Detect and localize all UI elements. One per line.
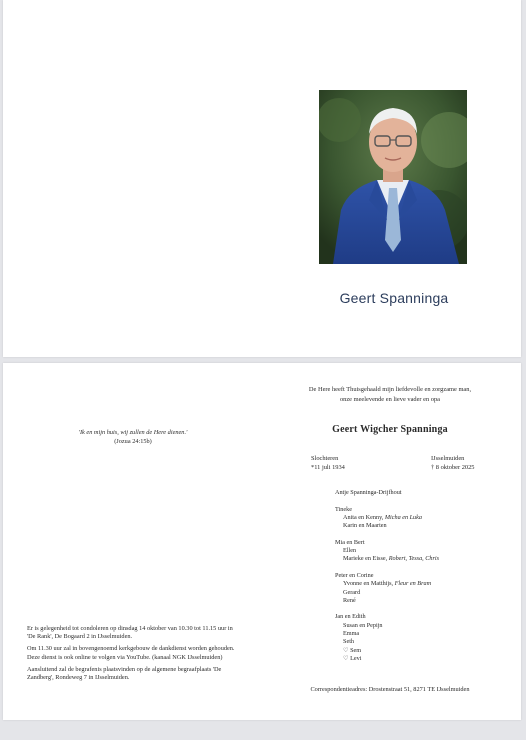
- family-member: Yvonne en Matthijs, Fleur en Bram: [343, 580, 432, 588]
- family-head: Jan en Edith: [335, 613, 366, 621]
- condolence-paragraph: Er is gelegenheid tot condoleren op dinsdag 14 oktober van 10.30 tot 11.15 uur in 'De Rank', De Bogaard 2 in IJsselmuiden.: [27, 625, 233, 641]
- card-front: [3, 0, 521, 357]
- verse-quote: 'Ik en mijn huis, wij zullen de Here dienen.': [78, 429, 188, 436]
- birth-info: [311, 454, 345, 472]
- intro-line-2: onze meelevende en lieve vader en opa: [339, 395, 441, 403]
- family-list: [335, 489, 515, 672]
- card-inside: [3, 363, 521, 720]
- family-member: Karin en Maarten: [343, 522, 387, 530]
- family-member: ♡ Sem: [343, 646, 362, 654]
- deceased-full-name: Geert Wigcher Spanninga: [332, 424, 448, 435]
- correspondence-address: Correspondentieadres: Drostenstraat 51, 8271 TE IJsselmuiden: [310, 686, 470, 693]
- family-member: Emma: [343, 630, 360, 638]
- family-member: Ellen: [343, 547, 357, 555]
- birth-place: Slochteren: [311, 455, 339, 462]
- family-group: [335, 613, 515, 663]
- death-place: IJsselmuiden: [431, 455, 465, 462]
- family-member: Seth: [343, 638, 355, 646]
- intro-line-1: De Here heeft Thuisgehaald mijn liefdevolle en zorgzame man,: [308, 386, 472, 393]
- death-date: † 8 oktober 2025: [431, 464, 475, 471]
- front-name: Geert Spanninga: [339, 290, 449, 306]
- burial-paragraph: Aansluitend zal de begrafenis plaatsvinden op de algemene begraafplaats 'De Zandberg', Rondeweg 7 in IJsselmuiden.: [27, 665, 222, 682]
- family-head: Peter en Corine: [335, 571, 374, 579]
- service-paragraph: Om 11.30 uur zal in bovengenoemd kerkgebouw de dankdienst worden gehouden. Deze dienst is ook online te volgen via YouTube. (kanaal NGK IJsselmuiden): [27, 645, 235, 661]
- birth-date: *11 juli 1934: [311, 464, 345, 471]
- family-member: Susan en Pepijn: [343, 621, 383, 629]
- bible-verse: [43, 428, 223, 446]
- spouse: Antje Spanninga-Drijfhout: [335, 489, 402, 496]
- death-info: [431, 454, 475, 472]
- family-head: Tineke: [335, 505, 352, 513]
- announcement-intro: [285, 385, 495, 404]
- family-member: ♡ Levi: [343, 654, 362, 662]
- family-member: Gerard: [343, 588, 361, 596]
- verse-reference: (Jozua 24:15b): [114, 438, 152, 445]
- portrait-image: [319, 90, 467, 264]
- service-details: [27, 625, 237, 686]
- family-group: [335, 506, 515, 531]
- family-group: [335, 572, 515, 605]
- family-member: Anita en Kenny, Micha en Luka: [343, 513, 422, 521]
- portrait-photo: [319, 90, 467, 264]
- family-group: [335, 539, 515, 564]
- family-member: René: [343, 596, 356, 604]
- family-member: Marieke en Eisse, Robert, Tessa, Chris: [343, 555, 440, 563]
- family-head: Mia en Bert: [335, 538, 365, 546]
